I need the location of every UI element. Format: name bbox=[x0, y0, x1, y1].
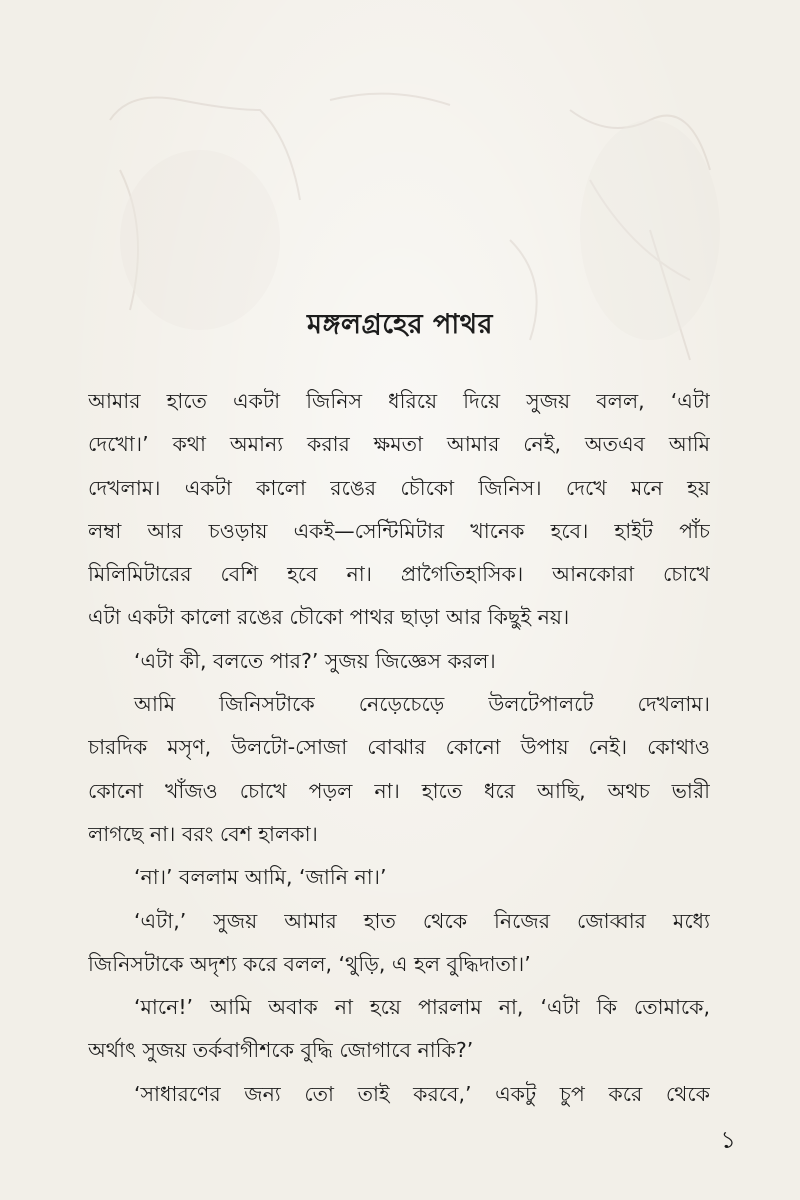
text-line: আমার হাতে একটা জিনিস ধরিয়ে দিয়ে সুজয় বলল, ‘এটা bbox=[88, 389, 710, 413]
text-line: ‘না।’ বললাম আমি, ‘জানি না।’ bbox=[134, 865, 387, 890]
text-line: দেখলাম। একটা কালো রঙের চৌকো জিনিস। দেখে মনে হয় bbox=[88, 475, 710, 500]
text-line: মিলিমিটারের বেশি হবে না। প্রাগৈতিহাসিক। আনকোরা চোখে bbox=[88, 562, 710, 587]
text-line: জিনিসটাকে অদৃশ্য করে বলল, ‘থুড়ি, এ হল বুদ্ধিদাতা।’ bbox=[88, 951, 531, 976]
page-number: ১ bbox=[720, 1126, 736, 1154]
text-line: ‘এটা,’ সুজয় আমার হাত থেকে নিজের জোব্বার মধ্যে bbox=[134, 908, 710, 933]
text-line: লাগছে না। বরং বেশ হালকা। bbox=[88, 821, 318, 846]
chapter-title: মঙ্গলগ্রহের পাথর bbox=[306, 309, 494, 340]
text-line: আমি জিনিসটাকে নেড়েচেড়ে উলটেপালটে দেখলাম। bbox=[134, 692, 710, 717]
text-line: অর্থাৎ সুজয় তর্কবাগীশকে বুদ্ধি জোগাবে নাকি?’ bbox=[88, 1038, 474, 1063]
text-line: ‘এটা কী, বলতে পার?’ সুজয় জিজ্ঞেস করল। bbox=[134, 648, 496, 673]
text-line: চারদিক মসৃণ, উলটো-সোজা বোঝার কোনো উপায় নেই। কোথাও bbox=[88, 735, 710, 760]
text-line: কোনো খাঁজও চোখে পড়ল না। হাতে ধরে আছি, অথচ ভারী bbox=[88, 778, 710, 803]
text-line: দেখো।’ কথা অমান্য করার ক্ষমতা আমার নেই, অতএব আমি bbox=[88, 432, 710, 457]
text-line: ‘মানে!’ আমি অবাক না হয়ে পারলাম না, ‘এটা কি তোমাকে, bbox=[134, 995, 710, 1020]
text-line: ‘সাধারণের জন্য তো তাই করবে,’ একটু চুপ করে থেকে bbox=[134, 1081, 710, 1106]
story-body bbox=[88, 380, 710, 1116]
text-line: এটা একটা কালো রঙের চৌকো পাথর ছাড়া আর কিছুই নয়। bbox=[88, 605, 570, 630]
text-line: লম্বা আর চওড়ায় একই—সেন্টিমিটার খানেক হবে। হাইট পাঁচ bbox=[88, 518, 710, 543]
